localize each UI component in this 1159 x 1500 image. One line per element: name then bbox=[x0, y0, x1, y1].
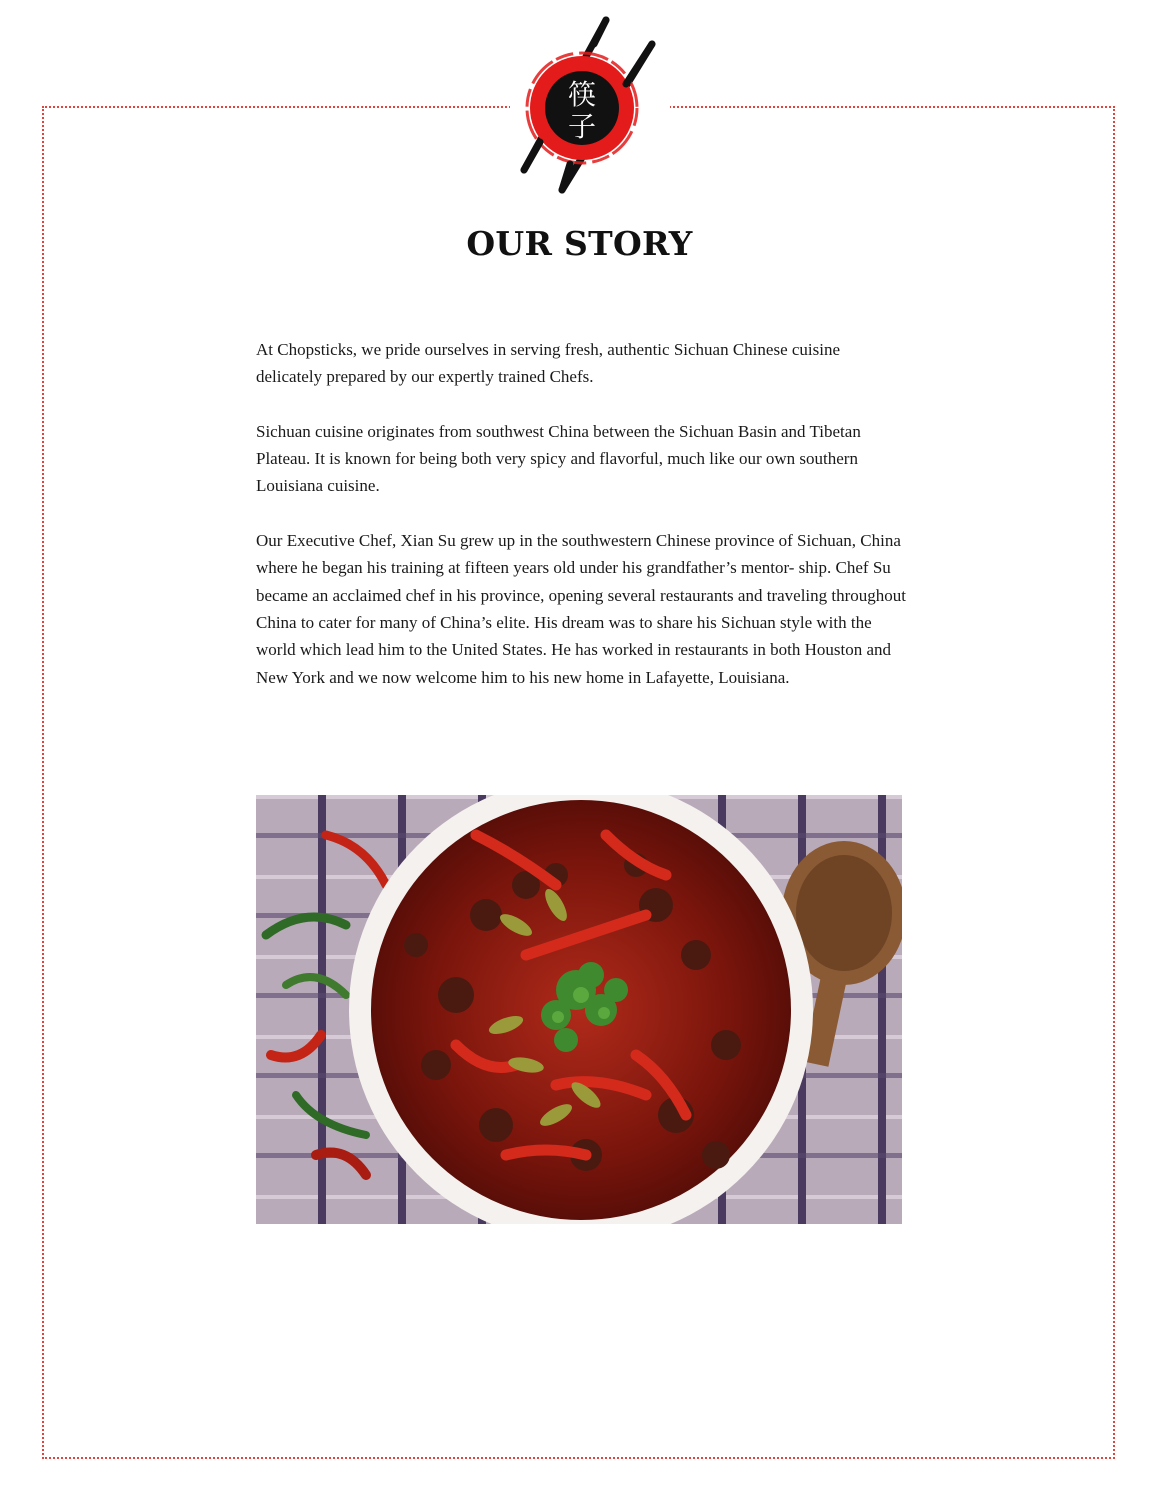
page-border bbox=[42, 106, 1115, 1459]
page-title: OUR STORY bbox=[466, 224, 693, 263]
story-text bbox=[256, 336, 906, 718]
chopsticks-logo-icon bbox=[510, 14, 670, 198]
logo-characters: 筷 bbox=[567, 78, 597, 111]
story-paragraph-cuisine: Sichuan cuisine originates from southwest China between the Sichuan Basin and Tibetan Plateau. It is known for being both very spicy and flavorful, much like our own southern Louisiana cuisine. bbox=[256, 421, 861, 496]
story-paragraph-intro: At Chopsticks, we pride ourselves in serving fresh, authentic Sichuan Chinese cuisine delicately prepared by our expertly trained Chefs. bbox=[256, 340, 841, 387]
story-paragraph-chef: Our Executive Chef, Xian Su grew up in the southwestern Chinese province of Sichuan, China where he began his training at fifteen years old under his grandfather’s mentor- ship. Chef Su became an acclaimed chef in his province, opening several restaurants and traveling throughout China to cater for many of China’s elite. His dream was to share his Sichuan style with the world which lead him to the United States. He has worked in restaurants in both Houston and New York and we now welcome him to his new home in Lafayette, Louisiana. bbox=[256, 531, 907, 687]
sichuan-dish-photo bbox=[256, 795, 902, 1224]
svg-text:子: 子 bbox=[567, 110, 597, 143]
